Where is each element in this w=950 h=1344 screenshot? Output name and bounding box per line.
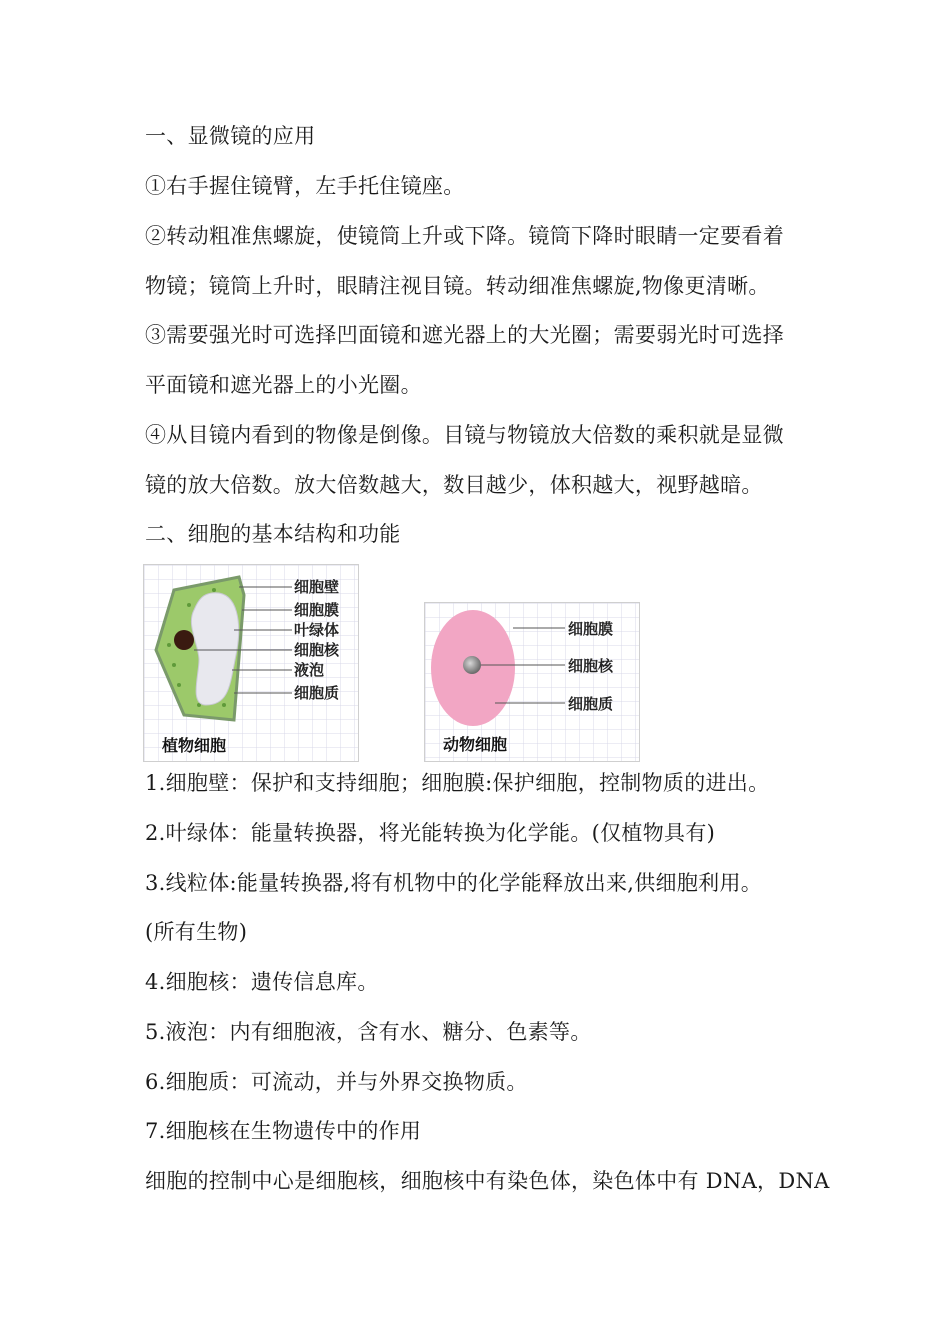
paragraph-line: 3.线粒体:能量转换器,将有机物中的化学能释放出来,供细胞利用。 [145, 871, 763, 895]
paragraph-line: 6.细胞质：可流动，并与外界交换物质。 [145, 1070, 528, 1094]
svg-text:细胞膜 [294, 601, 339, 619]
svg-text:细胞核 [294, 641, 340, 659]
paragraph-line: 平面镜和遮光器上的小光圈。 [145, 373, 422, 397]
animal-label: 细胞质 [568, 695, 614, 713]
paragraph-line: 2.叶绿体：能量转换器，将光能转换为化学能。(仅植物具有) [145, 821, 716, 845]
svg-text:植物细胞 [162, 736, 226, 755]
paragraph-line: 5.液泡：内有细胞液，含有水、糖分、色素等。 [145, 1020, 592, 1044]
plant-label: 液泡 [294, 661, 325, 679]
section-heading-cell-structure: 二、细胞的基本结构和功能 [145, 522, 401, 546]
plant-cell-figure [143, 564, 359, 762]
paragraph-line: 7.细胞核在生物遗传中的作用 [145, 1119, 422, 1143]
animal-label: 细胞核 [568, 657, 614, 675]
paragraph-line: ③需要强光时可选择凹面镜和遮光器上的大光圈；需要弱光时可选择 [145, 323, 784, 347]
paragraph-line: ④从目镜内看到的物像是倒像。目镜与物镜放大倍数的乘积就是显微 [145, 423, 784, 447]
paragraph-line: 镜的放大倍数。放大倍数越大，数目越少，体积越大，视野越暗。 [145, 473, 763, 497]
svg-text:叶绿体 [294, 621, 339, 639]
plant-label: 细胞核 [294, 641, 340, 659]
paragraph-line: (所有生物) [145, 920, 248, 944]
plant-figure-caption: 植物细胞 [162, 736, 227, 755]
plant-nucleus [174, 630, 194, 650]
plant-cell-diagram [144, 565, 358, 761]
animal-nucleus [463, 656, 481, 674]
paragraph-line: 1.细胞壁：保护和支持细胞；细胞膜:保护细胞，控制物质的进出。 [145, 771, 770, 795]
svg-text:液泡 [294, 661, 324, 679]
paragraph-line: ①右手握住镜臂，左手托住镜座。 [145, 174, 465, 198]
plant-label: 细胞壁 [294, 578, 340, 596]
svg-text:细胞质 [568, 695, 613, 713]
plant-label: 细胞膜 [294, 601, 340, 619]
animal-cell-figure [424, 602, 640, 762]
animal-cell-diagram [425, 603, 639, 761]
svg-text:细胞质 [294, 684, 339, 702]
plant-label: 叶绿体 [294, 621, 340, 639]
paragraph-line: 物镜；镜筒上升时，眼睛注视目镜。转动细准焦螺旋,物像更清晰。 [145, 274, 770, 298]
svg-text:细胞壁 [294, 578, 339, 596]
animal-figure-caption: 动物细胞 [443, 735, 508, 754]
paragraph-line: 细胞的控制中心是细胞核，细胞核中有染色体，染色体中有 DNA，DNA [145, 1169, 830, 1193]
paragraph-line: 4.细胞核：遗传信息库。 [145, 970, 379, 994]
animal-label: 细胞膜 [568, 620, 614, 638]
svg-text:细胞膜 [568, 620, 613, 638]
paragraph-line: ②转动粗准焦螺旋，使镜筒上升或下降。镜筒下降时眼睛一定要看着 [145, 224, 784, 248]
svg-text:动物细胞 [443, 735, 507, 754]
svg-text:细胞核 [568, 657, 614, 675]
plant-label: 细胞质 [294, 684, 340, 702]
section-heading-microscope: 一、显微镜的应用 [145, 124, 316, 148]
